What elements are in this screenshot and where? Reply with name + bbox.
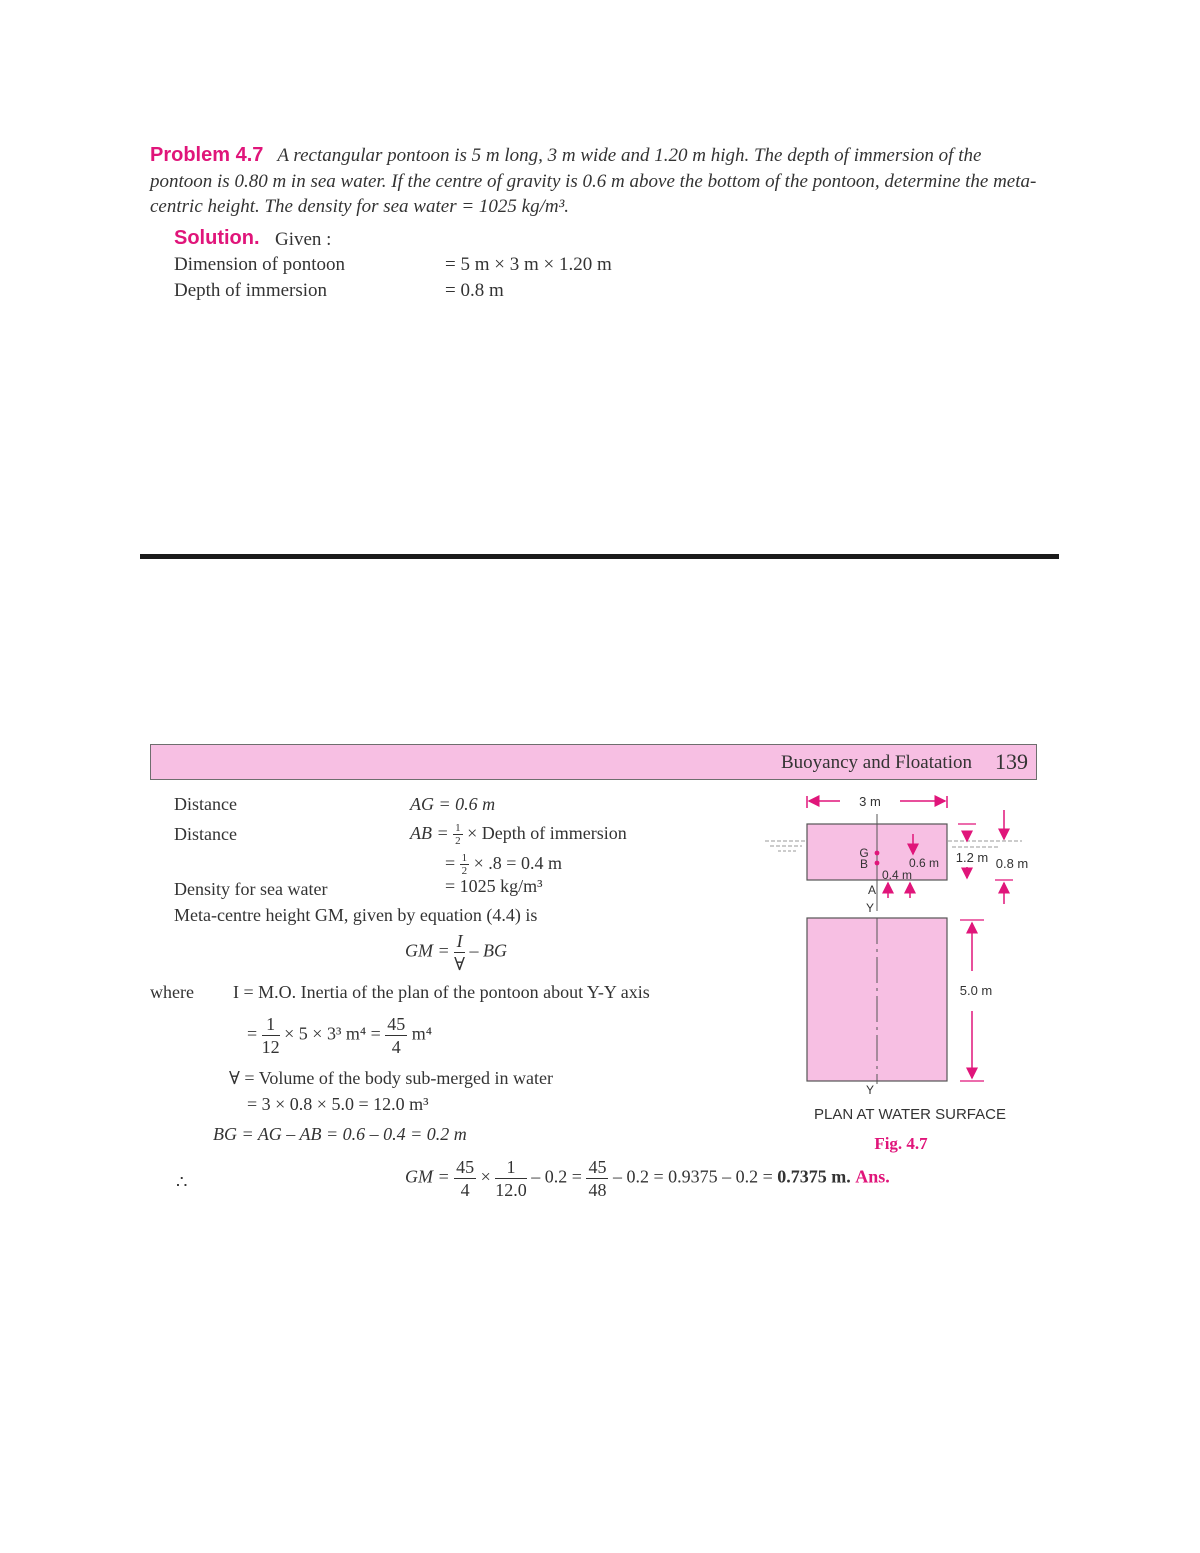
y-label-top: Y [865,901,875,915]
given-row-value: = 5 m × 3 m × 1.20 m [445,254,612,275]
page-divider [140,554,1059,559]
therefore-symbol: ∴ [176,1172,188,1192]
gm-fraction [454,930,465,975]
dim-12-label: 1.2 m [955,850,989,865]
meta-centre-text: Meta-centre height GM, given by equation (4.4) is [174,905,538,925]
where-label: where [150,982,194,1002]
i-fraction-1 [262,1013,280,1058]
final-f1-num: 45 [456,1157,475,1177]
final-answer: 0.7375 m. [777,1166,851,1187]
ab-line2-rest: × .8 = 0.4 m [473,853,562,873]
half-den: 2 [461,865,468,878]
gm-num: I [454,930,465,953]
density-value: = 1025 kg/m³ [445,876,543,896]
inertia-equation [247,1013,432,1058]
gm-rest: – BG [469,940,508,961]
a-label: A [867,883,877,897]
pontoon-figure [760,786,1050,1166]
half-fraction [453,822,463,847]
ab-equation-line2: = $\frac{1}{2}$ × .8 = 0.4 m [445,852,562,878]
given-row-label: Dimension of pontoon [174,254,345,275]
b-label: B [859,857,869,871]
final-lhs: GM = [405,1166,450,1187]
dim-08-label: 0.8 m [995,856,1029,871]
problem-text: A rectangular pontoon is 5 m long, 3 m wide and 1.20 m high. The depth of immersion of the pontoon is 0.80 m in sea water. If the centre of gravity is 0.6 m above the bottom of the pontoon, determine the meta-centric height. The density for sea water = 1025 kg/m³. [150,145,1037,217]
final-f2-den: 12.0 [495,1180,527,1200]
figure-caption: Fig. 4.7 [874,1134,928,1153]
problem-statement [150,143,1040,220]
dim-06-label: 0.6 m [908,856,940,870]
gm-lhs: GM = [405,940,450,961]
half-num: 1 [461,852,468,865]
half-fraction [460,852,470,877]
final-f3-den: 48 [588,1180,607,1200]
g-label: G [859,846,869,860]
final-f1-den: 4 [460,1180,470,1200]
g-point [875,851,880,856]
chapter-title: Buoyancy and Floatation [780,752,972,773]
i-f1-num: 1 [262,1013,280,1036]
solution-label: Solution. [174,227,260,249]
i-unit: m⁴ [411,1023,433,1044]
i-f2-den: 4 [391,1037,401,1057]
ab-equation [410,816,627,850]
volume-definition: ∀ = Volume of the body sub-merged in water [229,1068,553,1088]
ab-rest: × Depth of immersion [467,823,627,843]
final-fraction-3 [586,1156,608,1201]
problem-label: Problem 4.7 [150,144,264,166]
b-point [875,861,880,866]
final-f3-num: 45 [588,1157,607,1177]
distance-label: Distance [174,794,237,814]
half-den: 2 [455,835,461,848]
given-row-label: Depth of immersion [174,280,328,301]
final-mid: – 0.2 = [531,1166,582,1187]
i-eq: = [247,1023,258,1044]
density-label: Density for sea water [174,879,328,899]
given-row-value: = 0.8 m [445,280,504,301]
final-fraction-2 [495,1156,527,1201]
final-f2-num: 1 [495,1156,527,1179]
half-num: 1 [455,822,461,835]
running-header [150,744,1037,780]
width-label: 3 m [859,794,881,809]
gm-den: ∀ [454,954,466,974]
inertia-definition: I = M.O. Inertia of the plan of the pontoon about Y-Y axis [233,982,650,1002]
distance-label: Distance [174,824,237,844]
ans-label: Ans. [855,1166,890,1187]
given-label: Given : [275,229,332,250]
bg-equation: BG = AG – AB = 0.6 – 0.4 = 0.2 m [213,1124,467,1144]
final-times: × [480,1166,491,1187]
final-rest: – 0.2 = 0.9375 – 0.2 = [612,1166,773,1187]
i-mid: × 5 × 3³ m⁴ = [284,1023,381,1044]
i-fraction-2 [385,1013,407,1058]
volume-equation: = 3 × 0.8 × 5.0 = 12.0 m³ [247,1094,429,1114]
i-f2-num: 45 [387,1014,406,1034]
ag-equation: AG = 0.6 m [410,794,496,814]
plan-caption: PLAN AT WATER SURFACE [814,1106,1006,1123]
gm-formula [405,930,507,975]
final-fraction-1 [454,1156,476,1201]
i-f1-den: 12 [261,1037,280,1057]
page-number: 139 [995,749,1028,774]
dim-50-label: 5.0 m [959,983,993,998]
dim-04-label: 0.4 m [881,868,913,882]
ab-lhs: AB = [410,823,454,843]
y-label-bottom: Y [865,1083,875,1097]
